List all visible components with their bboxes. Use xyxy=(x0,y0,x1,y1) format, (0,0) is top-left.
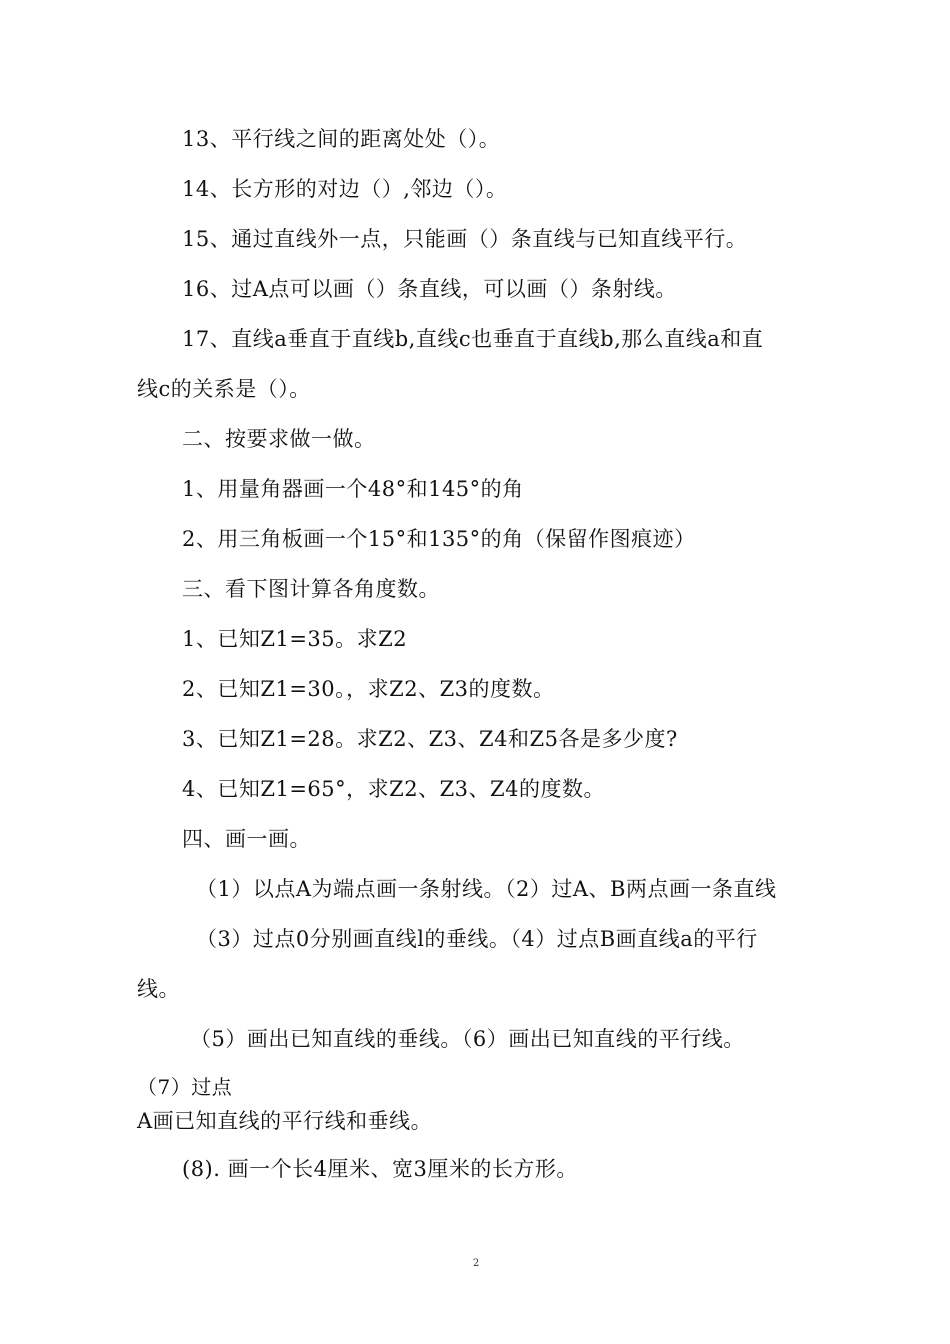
question-15: 15、通过直线外一点，只能画（）条直线与已知直线平行。 xyxy=(182,227,748,251)
page-number: 2 xyxy=(472,1258,480,1269)
section-4-items-3-4-continued: 线。 xyxy=(137,977,180,1001)
section-2-item-1: 1、用量角器画一个48°和145°的角 xyxy=(182,477,524,501)
question-16: 16、过A点可以画（）条直线，可以画（）条射线。 xyxy=(182,277,677,301)
question-17-line-1: 17、直线a垂直于直线b,直线c也垂直于直线b,那么直线a和直 xyxy=(182,327,764,351)
section-4-items-3-4: （3）过点0分别画直线l的垂线。（4）过点B画直线a的平行 xyxy=(196,927,758,951)
section-3-heading: 三、看下图计算各角度数。 xyxy=(182,577,440,601)
section-4-item-8: (8). 画一个长4厘米、宽3厘米的长方形。 xyxy=(182,1157,578,1181)
section-2-item-2: 2、用三角板画一个15°和135°的角（保留作图痕迹） xyxy=(182,527,696,551)
section-4-heading: 四、画一画。 xyxy=(182,827,311,851)
question-17-line-2: 线c的关系是（）。 xyxy=(137,377,311,401)
question-13: 13、平行线之间的距离处处（）。 xyxy=(182,127,501,151)
section-4-items-1-2: （1）以点A为端点画一条射线。（2）过A、B两点画一条直线 xyxy=(196,877,777,901)
section-2-heading: 二、按要求做一做。 xyxy=(182,427,376,451)
section-4-item-7-line-1: （7）过点 xyxy=(137,1075,233,1099)
section-4-item-7-line-2: A画已知直线的平行线和垂线。 xyxy=(137,1109,433,1133)
section-3-item-1: 1、已知Z1=35。求Z2 xyxy=(182,627,408,651)
section-3-item-4: 4、已知Z1=65°，求Z2、Z3、Z4的度数。 xyxy=(182,777,605,801)
section-3-item-2: 2、已知Z1=30。，求Z2、Z3的度数。 xyxy=(182,677,555,701)
question-14: 14、长方形的对边（）,邻边（）。 xyxy=(182,177,508,201)
section-4-items-5-6: （5）画出已知直线的垂线。（6）画出已知直线的平行线。 xyxy=(190,1027,745,1051)
section-3-item-3: 3、已知Z1=28。求Z2、Z3、Z4和Z5各是多少度? xyxy=(182,727,678,751)
